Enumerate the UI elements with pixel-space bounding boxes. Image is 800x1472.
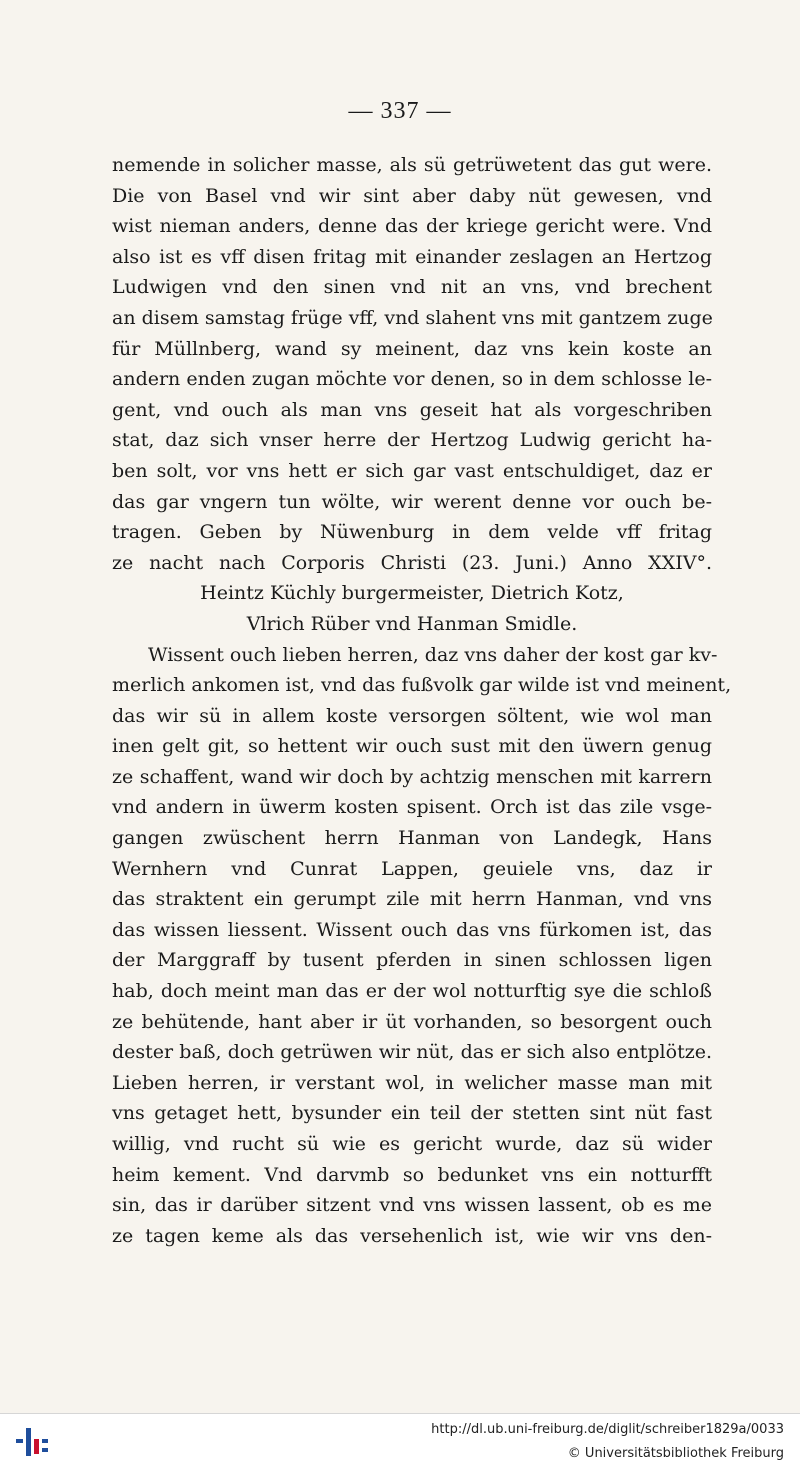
text-line: ze tagen keme als das versehenlich ist, wie wir vns den- xyxy=(112,1224,712,1247)
text-line: merlich ankomen ist, vnd das fußvolk gar wilde ist vnd meinent, xyxy=(112,674,732,697)
text-line: Die von Basel vnd wir sint aber daby nüt gewesen, vnd xyxy=(112,184,712,207)
text-line: Wissent ouch lieben herren, daz vns daher der kost gar kv- xyxy=(148,643,718,666)
text-line: inen gelt git, so hettent wir ouch sust mit den üwern genug xyxy=(112,735,712,758)
text-line: das straktent ein gerumpt zile mit herrn Hanman, vnd vns xyxy=(112,888,712,911)
signature-line: Heintz Küchly burgermeister, Dietrich Kotz, xyxy=(200,582,624,605)
text-line: ben solt, vor vns hett er sich gar vast entschuldiget, daz er xyxy=(112,459,712,482)
text-line: andern enden zugan möchte vor denen, so in dem schlosse le- xyxy=(112,368,712,391)
page-number: — 337 — xyxy=(348,98,452,124)
text-line: sin, das ir darüber sitzent vnd vns wissen lassent, ob es me xyxy=(112,1194,712,1217)
text-line: an disem samstag früge vff, vnd slahent vns mit gantzem zuge xyxy=(112,306,713,329)
text-line: das wir sü in allem koste versorgen söltent, wie wol man xyxy=(112,704,712,727)
text-line: nemende in solicher masse, als sü getrüwetent das gut were. xyxy=(112,154,712,176)
text-line: ze nacht nach Corporis Christi (23. Juni.) Anno XXIV°. xyxy=(112,551,712,574)
text-line: ze schaffent, wand wir doch by achtzig menschen mit karrern xyxy=(112,765,712,788)
text-line: heim kement. Vnd darvmb so bedunket vns ein notturfft xyxy=(112,1163,712,1186)
text-line: vnd andern in üwerm kosten spisent. Orch ist das zile vsge- xyxy=(112,796,712,819)
text-line: stat, daz sich vnser herre der Hertzog Ludwig gericht ha- xyxy=(112,429,712,452)
text-line: dester baß, doch getrüwen wir nüt, das er sich also entplötze. xyxy=(112,1041,712,1064)
text-line: Lieben herren, ir verstant wol, in welicher masse man mit xyxy=(112,1071,712,1094)
footer-bar xyxy=(0,1413,800,1472)
library-logo-icon xyxy=(14,1424,50,1460)
permalink-url[interactable]: http://dl.ub.uni-freiburg.de/diglit/schreiber1829a/0033 xyxy=(431,1422,784,1437)
text-line: das gar vngern tun wölte, wir werent denne vor ouch be- xyxy=(112,490,712,513)
copyright-text: © Universitätsbibliothek Freiburg xyxy=(567,1446,784,1461)
text-line: tragen. Geben by Nüwenburg in dem velde vff fritag xyxy=(112,521,712,544)
text-line: für Müllnberg, wand sy meinent, daz vns kein koste an xyxy=(112,337,712,360)
body-text xyxy=(112,150,732,1251)
text-line: wist nieman anders, denne das der kriege gericht were. Vnd xyxy=(112,215,712,238)
text-line: der Marggraff by tusent pferden in sinen schlossen ligen xyxy=(112,949,712,972)
text-line: Wernhern vnd Cunrat Lappen, geuiele vns, daz ir xyxy=(112,857,712,880)
text-line: Ludwigen vnd den sinen vnd nit an vns, vnd brechent xyxy=(112,276,712,299)
text-line: gangen zwüschent herrn Hanman von Landegk, Hans xyxy=(112,827,712,850)
text-line: ze behütende, hant aber ir üt vorhanden, so besorgent ouch xyxy=(112,1010,712,1033)
text-line: gent, vnd ouch als man vns geseit hat als vorgeschriben xyxy=(112,398,712,421)
signature-line: Vlrich Rüber vnd Hanman Smidle. xyxy=(246,612,578,635)
text-line: vns getaget hett, bysunder ein teil der stetten sint nüt fast xyxy=(112,1102,712,1125)
text-line: willig, vnd rucht sü wie es gericht wurde, daz sü wider xyxy=(112,1133,712,1155)
text-line: das wissen liessent. Wissent ouch das vns fürkomen ist, das xyxy=(112,918,712,941)
text-line: hab, doch meint man das er der wol notturftig sye die schloß xyxy=(112,980,712,1003)
text-line: also ist es vff disen fritag mit einander zeslagen an Hertzog xyxy=(112,245,712,268)
